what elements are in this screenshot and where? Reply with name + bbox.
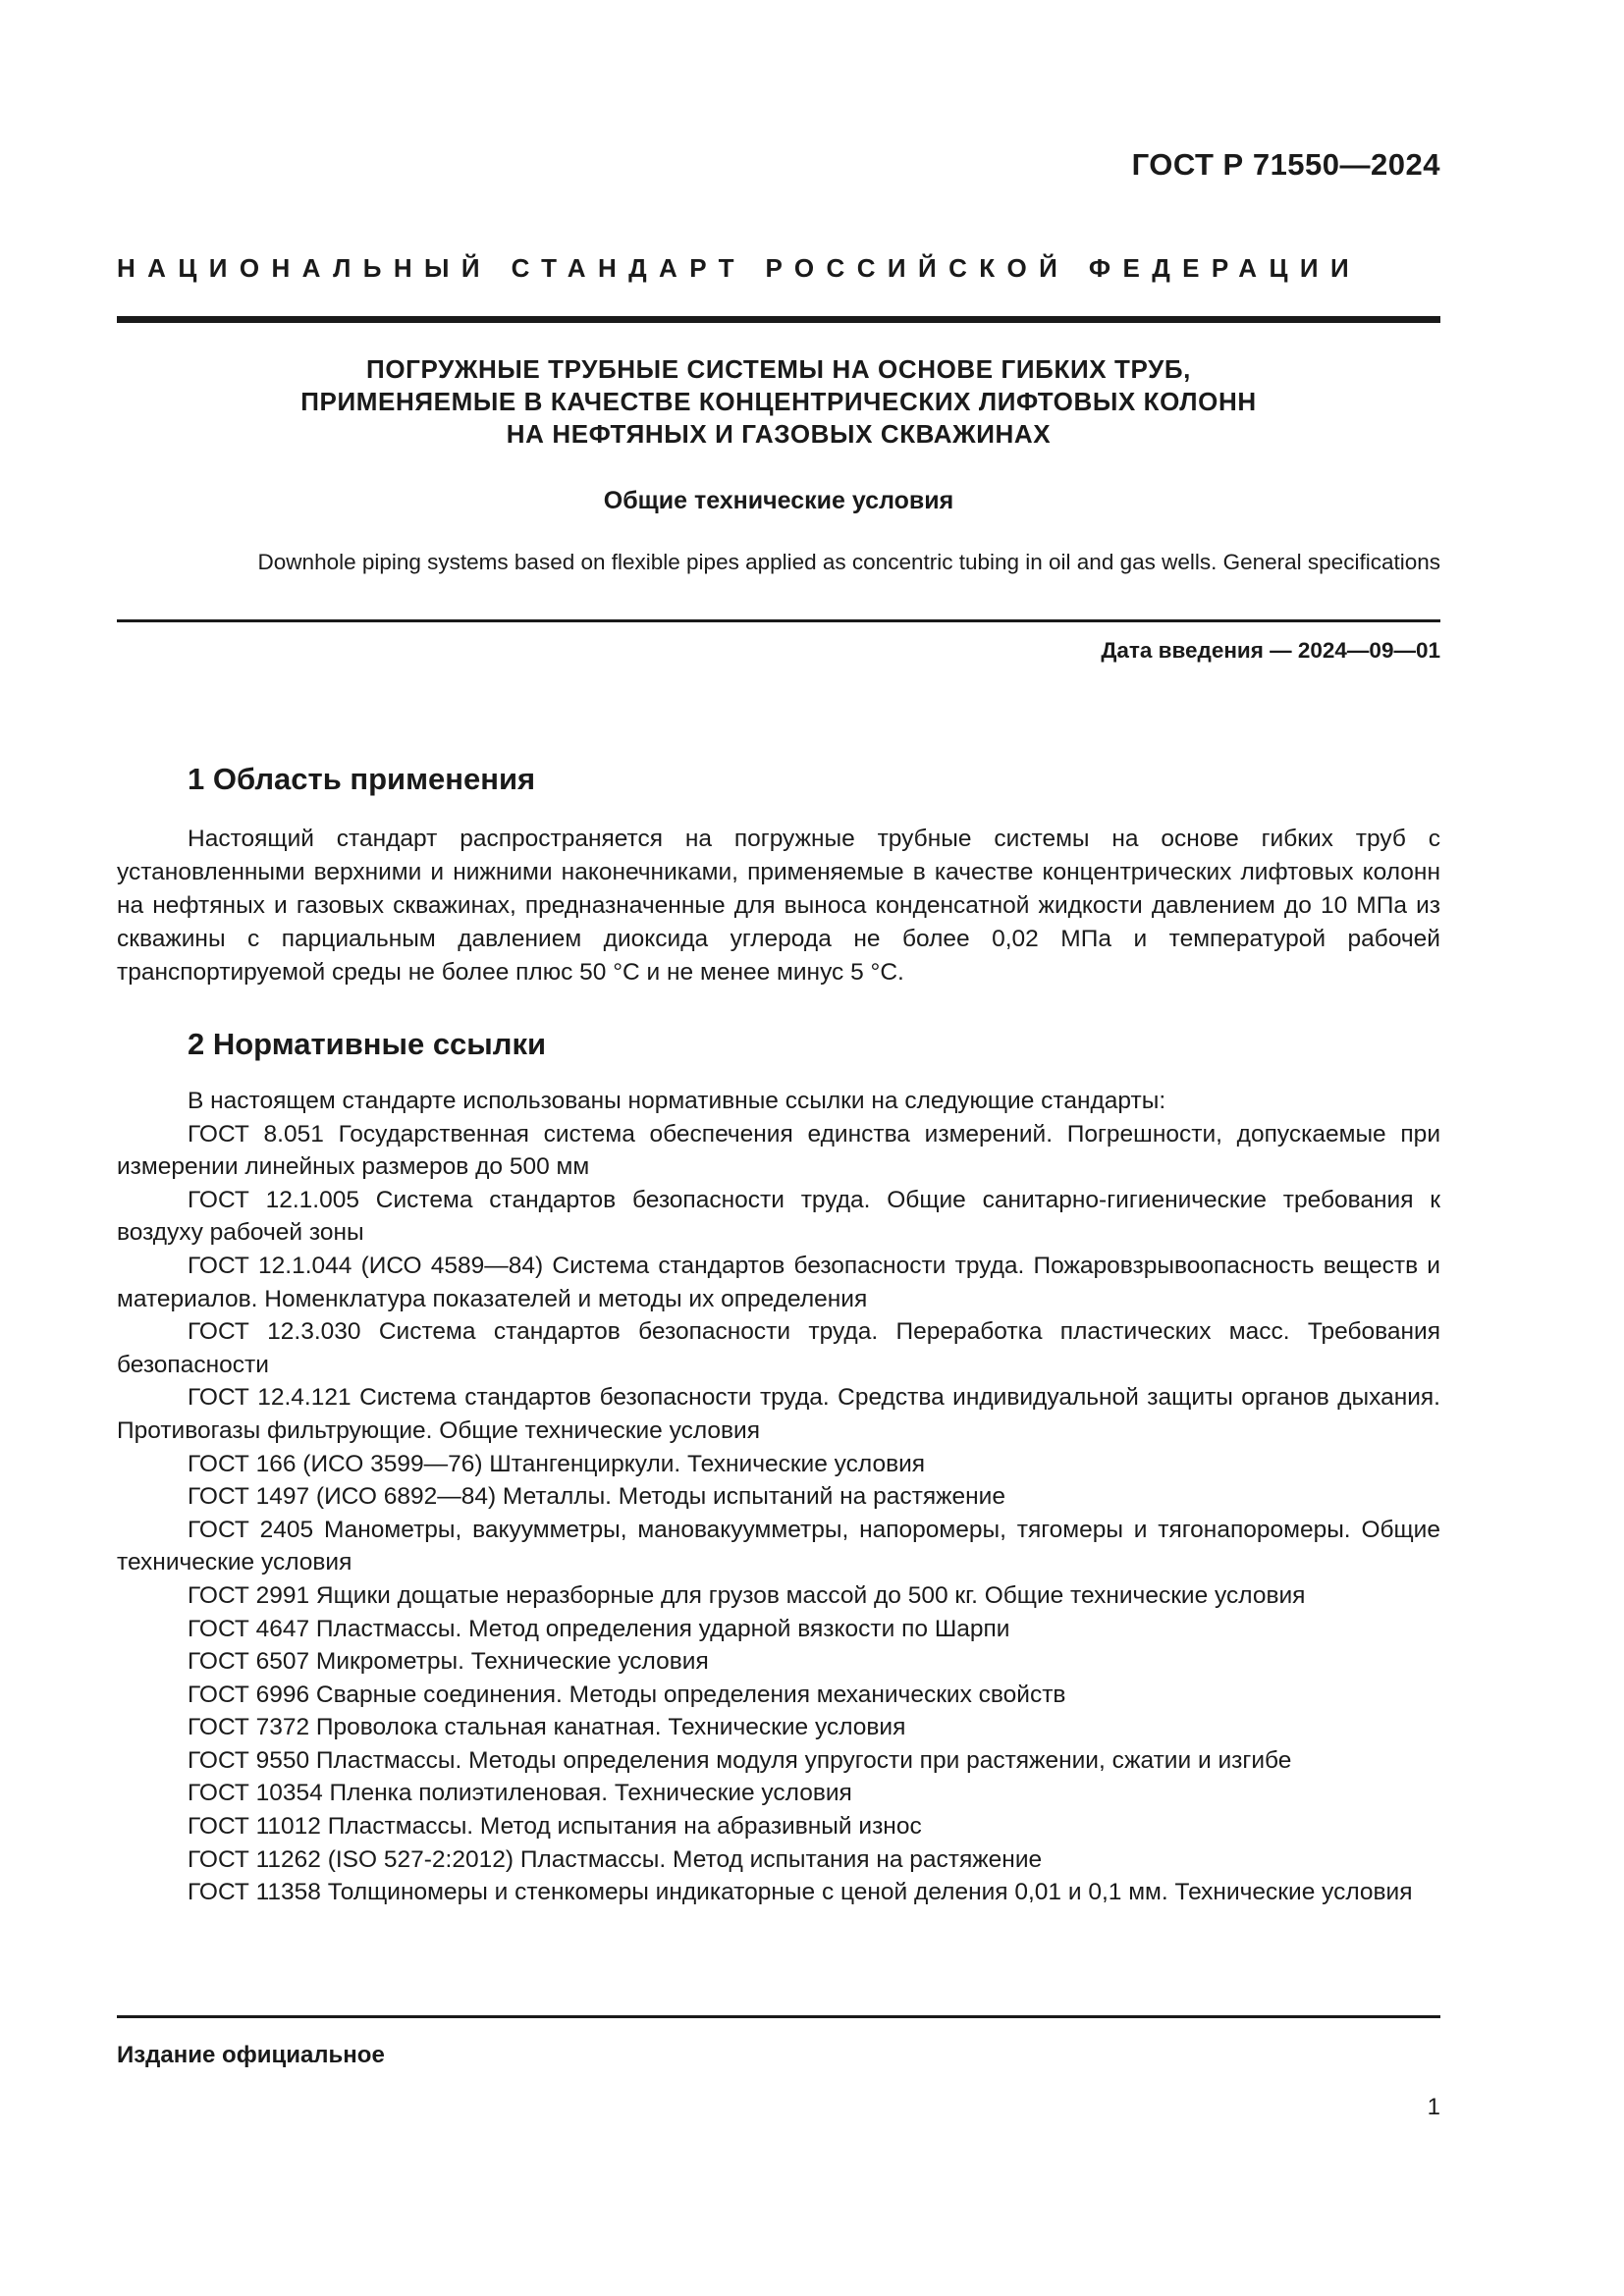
document-title [117, 353, 1440, 451]
references-intro: В настоящем стандарте использованы нормативные ссылки на следующие стандарты: [188, 1088, 1166, 1114]
introduction-date: Дата введения — 2024—09—01 [1101, 638, 1440, 663]
reference-item: ГОСТ 7372 Проволока стальная канатная. Технические условия [188, 1714, 906, 1741]
reference-item: ГОСТ 6507 Микрометры. Технические условия [188, 1648, 709, 1676]
reference-item: ГОСТ 12.3.030 Система стандартов безопасности труда. Переработка пластических масс. Требования безопасности [117, 1318, 1440, 1378]
page-number: 1 [1427, 2094, 1440, 2120]
reference-item: ГОСТ 11262 (ISO 527-2:2012) Пластмассы. Метод испытания на растяжение [188, 1845, 1043, 1873]
footer-rule [117, 2015, 1440, 2018]
reference-item: ГОСТ 12.4.121 Система стандартов безопасности труда. Средства индивидуальной защиты органов дыхания. Противогазы фильтрующие. Общие технические условия [117, 1384, 1440, 1444]
reference-item: ГОСТ 2991 Ящики дощатые неразборные для грузов массой до 500 кг. Общие технические условия [188, 1581, 1306, 1609]
reference-item: ГОСТ 6996 Сварные соединения. Методы определения механических свойств [188, 1681, 1066, 1708]
reference-item: ГОСТ 166 (ИСО 3599—76) Штангенциркули. Технические условия [188, 1450, 926, 1477]
document-code: ГОСТ Р 71550—2024 [1131, 147, 1440, 182]
title-line: ПРИМЕНЯЕМЫЕ В КАЧЕСТВЕ КОНЦЕНТРИЧЕСКИХ ЛИФТОВЫХ КОЛОНН [300, 387, 1257, 416]
header-rule [117, 316, 1440, 323]
reference-item: ГОСТ 11012 Пластмассы. Метод испытания на абразивный износ [188, 1813, 922, 1841]
section-1-body [117, 823, 1440, 989]
reference-item: ГОСТ 12.1.005 Система стандартов безопасности труда. Общие санитарно-гигиенические требования к воздуху рабочей зоны [117, 1186, 1440, 1247]
section-1-heading: 1 Область применения [188, 762, 536, 796]
reference-item: ГОСТ 12.1.044 (ИСО 4589—84) Система стандартов безопасности труда. Пожаровзрывоопасность веществ и материалов. Номенклатура показателей и методы их определения [117, 1252, 1440, 1312]
national-standard-banner: НАЦИОНАЛЬНЫЙ СТАНДАРТ РОССИЙСКОЙ ФЕДЕРАЦИИ [117, 253, 1362, 283]
document-page [117, 0, 1440, 2296]
reference-item: ГОСТ 9550 Пластмассы. Методы определения модуля упругости при растяжении, сжатии и изгибе [188, 1746, 1292, 1774]
title-line: НА НЕФТЯНЫХ И ГАЗОВЫХ СКВАЖИНАХ [506, 419, 1052, 449]
title-line: ПОГРУЖНЫЕ ТРУБНЫЕ СИСТЕМЫ НА ОСНОВЕ ГИБКИХ ТРУБ, [366, 354, 1191, 384]
section-2-heading: 2 Нормативные ссылки [188, 1027, 547, 1061]
reference-item: ГОСТ 1497 (ИСО 6892—84) Металлы. Методы испытаний на растяжение [188, 1483, 1005, 1511]
english-title: Downhole piping systems based on flexible pipes applied as concentric tubing in oil and gas wells. General specifications [257, 550, 1440, 574]
reference-item: ГОСТ 10354 Пленка полиэтиленовая. Технические условия [188, 1780, 852, 1807]
normative-references [117, 1085, 1440, 1909]
reference-item: ГОСТ 4647 Пластмассы. Метод определения ударной вязкости по Шарпи [188, 1615, 1010, 1642]
reference-item: ГОСТ 8.051 Государственная система обеспечения единства измерений. Погрешности, допускаемые при измерении линейных размеров до 500 мм [117, 1120, 1440, 1181]
section-1-paragraph: Настоящий стандарт распространяется на погружные трубные системы на основе гибких труб с установленными верхними и нижними наконечниками, применяемые в качестве концентрических лифтовых колонн на нефтяных и газовых скважинах, предназначенные для выноса конденсатной жидкости давлением до 10 МПа из скважины с парциальным давлением диоксида углерода не более 0,02 МПа и температурой рабочей транспортируемой среды не более плюс 50 °С и не менее минус 5 °С. [117, 826, 1440, 986]
reference-item: ГОСТ 2405 Манометры, вакуумметры, мановакуумметры, напоромеры, тягомеры и тягонапоромеры. Общие технические условия [117, 1516, 1440, 1576]
title-rule [117, 619, 1440, 622]
reference-item: ГОСТ 11358 Толщиномеры и стенкомеры индикаторные с ценой деления 0,01 и 0,1 мм. Технические условия [188, 1879, 1413, 1906]
document-subtitle: Общие технические условия [603, 487, 954, 514]
official-edition-label: Издание официальное [117, 2042, 385, 2068]
